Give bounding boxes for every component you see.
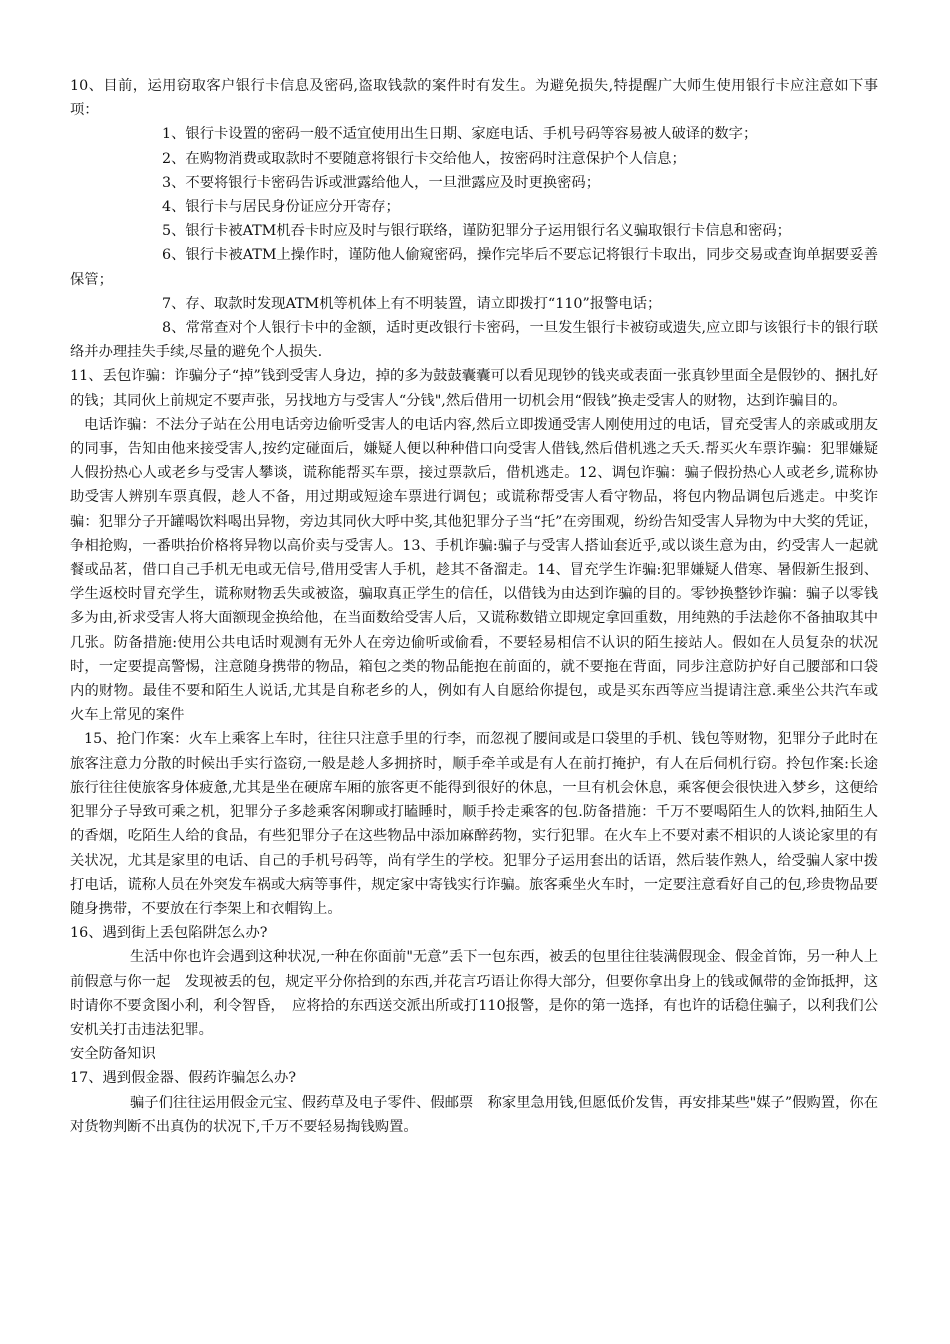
paragraph-i5: 5、银行卡被ATM机吞卡时应及时与银行联络，谨防犯罪分子运用银行名义骗取银行卡信息和密码； bbox=[162, 223, 791, 240]
paragraph-p16: 16、遇到街上丢包陷阱怎么办? bbox=[70, 925, 268, 942]
paragraph-i3: 3、不要将银行卡密码告诉或泄露给他人，一旦泄露应及时更换密码； bbox=[162, 174, 600, 191]
paragraph-p10: 10、目前，运用窃取客户银行卡信息及密码,盗取钱款的案件时有发生。为避免损失,特提醒广大师生使用银行卡应注意如下事项： bbox=[70, 78, 878, 119]
paragraph-p17: 17、遇到假金器、假药诈骗怎么办? bbox=[70, 1070, 297, 1087]
paragraph-p-safety: 安全防备知识 bbox=[70, 1046, 156, 1063]
paragraph-p15: 15、抢门作案：火车上乘客上车时，往往只注意手里的行李，而忽视了腰间或是口袋里的手机、钱包等财物，犯罪分子此时在旅客注意力分散的时候出手实行盗窃,一般是趁人多拥挤时，顺手牵羊或是有人在前打掩护，有人在后伺机行窃。拎包作案:长途旅行往往使旅客身体疲惫,尤其是坐在硬席车厢的旅客更不能得到很好的休息，一旦有机会休息，乘客便会很快进入梦乡，这便给犯罪分子导致可乘之机，犯罪分子多趁乘客闲聊或打瞌睡时，顺手拎走乘客的包.防备措施：千万不要喝陌生人的饮料,抽陌生人的香烟，吃陌生人给的食品，有些犯罪分子在这些物品中添加麻醉药物，实行犯罪。在火车上不要对素不相识的人谈论家里的有关状况，尤其是家里的电话、自己的手机号码等，尚有学生的学校。犯罪分子运用套出的话语，然后装作熟人，给受骗人家中拨打电话，谎称人员在外突发车祸或大病等事件，规定家中寄钱实行诈骗。旅客乘坐火车时，一定要注意看好自己的包,珍贵物品要随身携带，不要放在行李架上和衣帽钩上。 bbox=[70, 731, 878, 917]
paragraph-i2: 2、在购物消费或取款时不要随意将银行卡交给他人，按密码时注意保护个人信息； bbox=[162, 150, 686, 167]
paragraph-p-phone: 电话诈骗：不法分子站在公用电话旁边偷听受害人的电话内容,然后立即拨通受害人刚使用过的电话，冒充受害人的亲戚或朋友的同事，告知由他来接受害人,按约定碰面后，嫌疑人便以种种借口向受害人借钱,然后借机逃之夭夭.帮买火车票诈骗：犯罪嫌疑人假扮热心人或老乡与受害人攀谈，谎称能帮买车票，接过票款后，借机逃走。12、调包诈骗：骗子假扮热心人或老乡,谎称协助受害人辨别车票真假，趁人不备，用过期或短途车票进行调包；或谎称帮受害人看守物品，将包内物品调包后逃走。中奖诈骗：犯罪分子开罐喝饮料喝出异物，旁边其同伙大呼中奖,其他犯罪分子当“托”在旁围观，纷纷告知受害人异物为中大奖的凭证，争相抢购，一番哄抬价格将异物以高价卖与受害人。13、手机诈骗:骗子与受害人搭讪套近乎,或以谈生意为由，约受害人一起就餐或品茗，借口自己手机无电或无信号,借用受害人手机，趁其不备溜走。14、冒充学生诈骗:犯罪嫌疑人借寒、暑假新生报到、学生返校时冒充学生，谎称财物丢失或被盗，骗取真正学生的信任，以借钱为由达到诈骗的目的。零钞换整钞诈骗：骗子以零钱多为由,祈求受害人将大面额现金换给他，在当面数给受害人后，又谎称数错立即规定拿回重数，用纯熟的手法趁你不备抽取其中几张。防备措施:使用公共电话时观测有无外人在旁边偷听或偷看，不要轻易相信不认识的陌生接站人。假如在人员复杂的状况时，一定要提高警惕，注意随身携带的物品，箱包之类的物品能抱在前面的，就不要拖在背面，同步注意防护好自己腰部和口袋内的财物。最佳不要和陌生人说话,尤其是自称老乡的人，例如有人自愿给你提包，或是买东西等应当提请注意.乘坐公共汽车或火车上常见的案件 bbox=[70, 416, 878, 724]
paragraph-i1: 1、银行卡设置的密码一般不适宜使用出生日期、家庭电话、手机号码等容易被人破译的数字； bbox=[162, 126, 758, 143]
paragraph-p16b: 生活中你也许会遇到这种状况,一种在你面前"无意”丢下一包东西，被丢的包里往往装满假现金、假金首饰，另一种人上前假意与你一起 发现被丢的包，规定平分你拾到的东西,并花言巧语让你得大部分，但要你拿出身上的钱或佩带的金饰抵押，这时请你不要贪图小利，利令智昏， 应将拾的东西送交派出所或打110报警，是你的第一选择，有也许的话稳住骗子，以利我们公安机关打击违法犯罪。 bbox=[70, 949, 878, 1038]
paragraph-i8: 8、常常查对个人银行卡中的金额，适时更改银行卡密码，一旦发生银行卡被窃或遗失,应立即与该银行卡的银行联络并办理挂失手续,尽量的避免个人损失. bbox=[70, 320, 878, 361]
paragraph-p17b: 骗子们往往运用假金元宝、假药草及电子零件、假邮票 称家里急用钱,但愿低价发售，再安排某些"媒子”假购置，你在对货物判断不出真伪的状况下,千万不要轻易掏钱购置。 bbox=[70, 1094, 878, 1135]
paragraph-i7: 7、存、取款时发现ATM机等机体上有不明装置，请立即拨打“110”报警电话； bbox=[162, 295, 662, 312]
paragraph-i6: 6、银行卡被ATM上操作时，谨防他人偷窥密码，操作完毕后不要忘记将银行卡取出，同步交易或查询单据要妥善保管； bbox=[70, 247, 878, 288]
paragraph-p11: 11、丢包诈骗：诈骗分子“掉”钱到受害人身边，掉的多为鼓鼓囊囊可以看见现钞的钱夹或表面一张真钞里面全是假钞的、捆扎好的钱；其同伙上前规定不要声张，另找地方与受害人“分钱",然后借用一切机会用“假钱”换走受害人的财物，达到诈骗目的。 bbox=[70, 368, 878, 409]
paragraph-i4: 4、银行卡与居民身份证应分开寄存； bbox=[162, 199, 400, 216]
